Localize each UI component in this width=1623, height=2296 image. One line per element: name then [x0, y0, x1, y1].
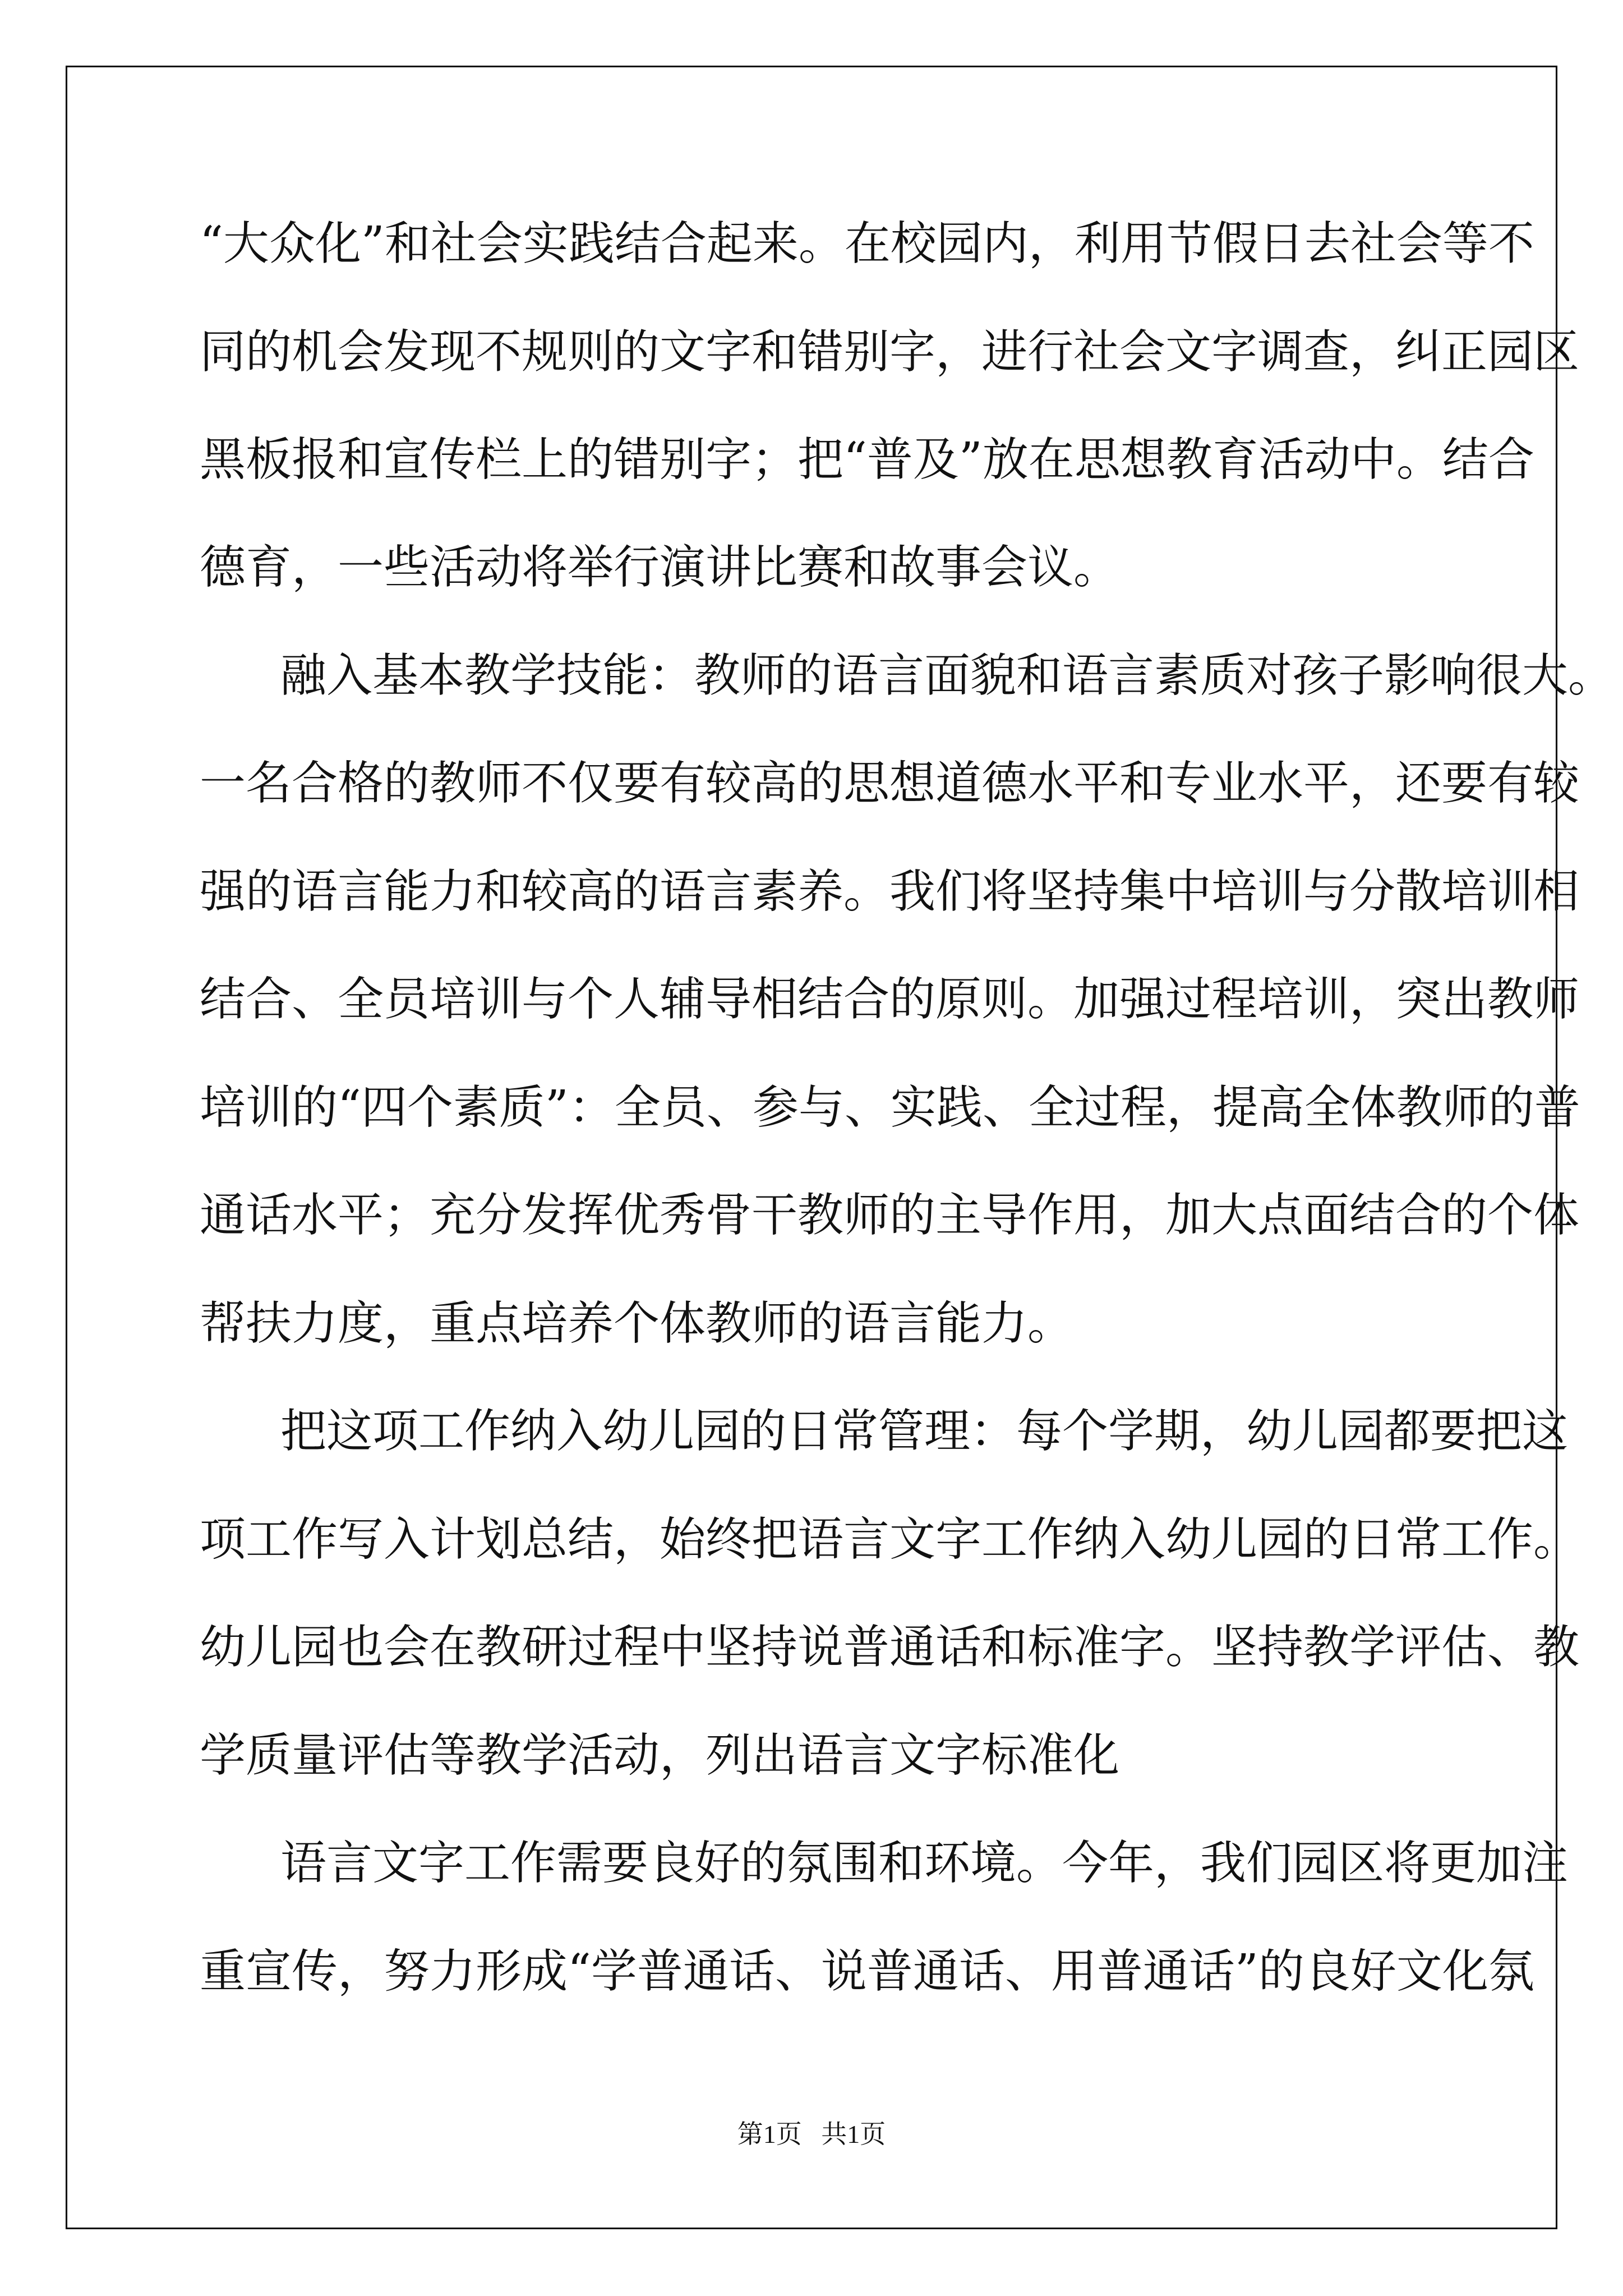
- paragraph-line: 项工作写入计划总结，始终把语言文字工作纳入幼儿园的日常工作。: [200, 1513, 1580, 1566]
- page-number: 第1页 共1页: [737, 2120, 886, 2148]
- paragraph-line: 结合、全员培训与个人辅导相结合的原则。加强过程培训，突出教师: [200, 973, 1580, 1026]
- paragraph-line: 通话水平；充分发挥优秀骨干教师的主导作用，加大点面结合的个体: [200, 1189, 1580, 1242]
- page-footer: [0, 2118, 1623, 2151]
- paragraph-line: 强的语言能力和较高的语言素养。我们将坚持集中培训与分散培训相: [200, 865, 1580, 918]
- paragraph-line: 德育，一些活动将举行演讲比赛和故事会议。: [200, 541, 1120, 594]
- paragraph-line: 黑板报和宣传栏上的错别字；把“普及”放在思想教育活动中。结合: [200, 433, 1534, 486]
- paragraph-line: 帮扶力度，重点培养个体教师的语言能力。: [200, 1297, 1074, 1350]
- paragraph-line: 融入基本教学技能：教师的语言面貌和语言素质对孩子影响很大。: [280, 649, 1615, 702]
- page-border: [66, 66, 1615, 2229]
- paragraph-line: 培训的“四个素质”：全员、参与、实践、全过程，提高全体教师的普: [200, 1081, 1580, 1134]
- paragraph-line: “大众化”和社会实践结合起来。在校园内，利用节假日去社会等不: [200, 217, 1534, 270]
- paragraph-line: 同的机会发现不规则的文字和错别字，进行社会文字调查，纠正园区: [200, 325, 1580, 379]
- paragraph-line: 幼儿园也会在教研过程中坚持说普通话和标准字。坚持教学评估、教: [200, 1621, 1580, 1674]
- paragraph-line: 学质量评估等教学活动，列出语言文字标准化: [200, 1729, 1120, 1782]
- paragraph-line: 一名合格的教师不仅要有较高的思想道德水平和专业水平，还要有较: [200, 757, 1580, 810]
- paragraph-line: 把这项工作纳入幼儿园的日常管理：每个学期，幼儿园都要把这: [280, 1405, 1569, 1458]
- paragraph-line: 语言文字工作需要良好的氛围和环境。今年，我们园区将更加注: [280, 1837, 1569, 1890]
- paragraph-line: 重宣传，努力形成“学普通话、说普通话、用普通话”的良好文化氛: [200, 1945, 1534, 1998]
